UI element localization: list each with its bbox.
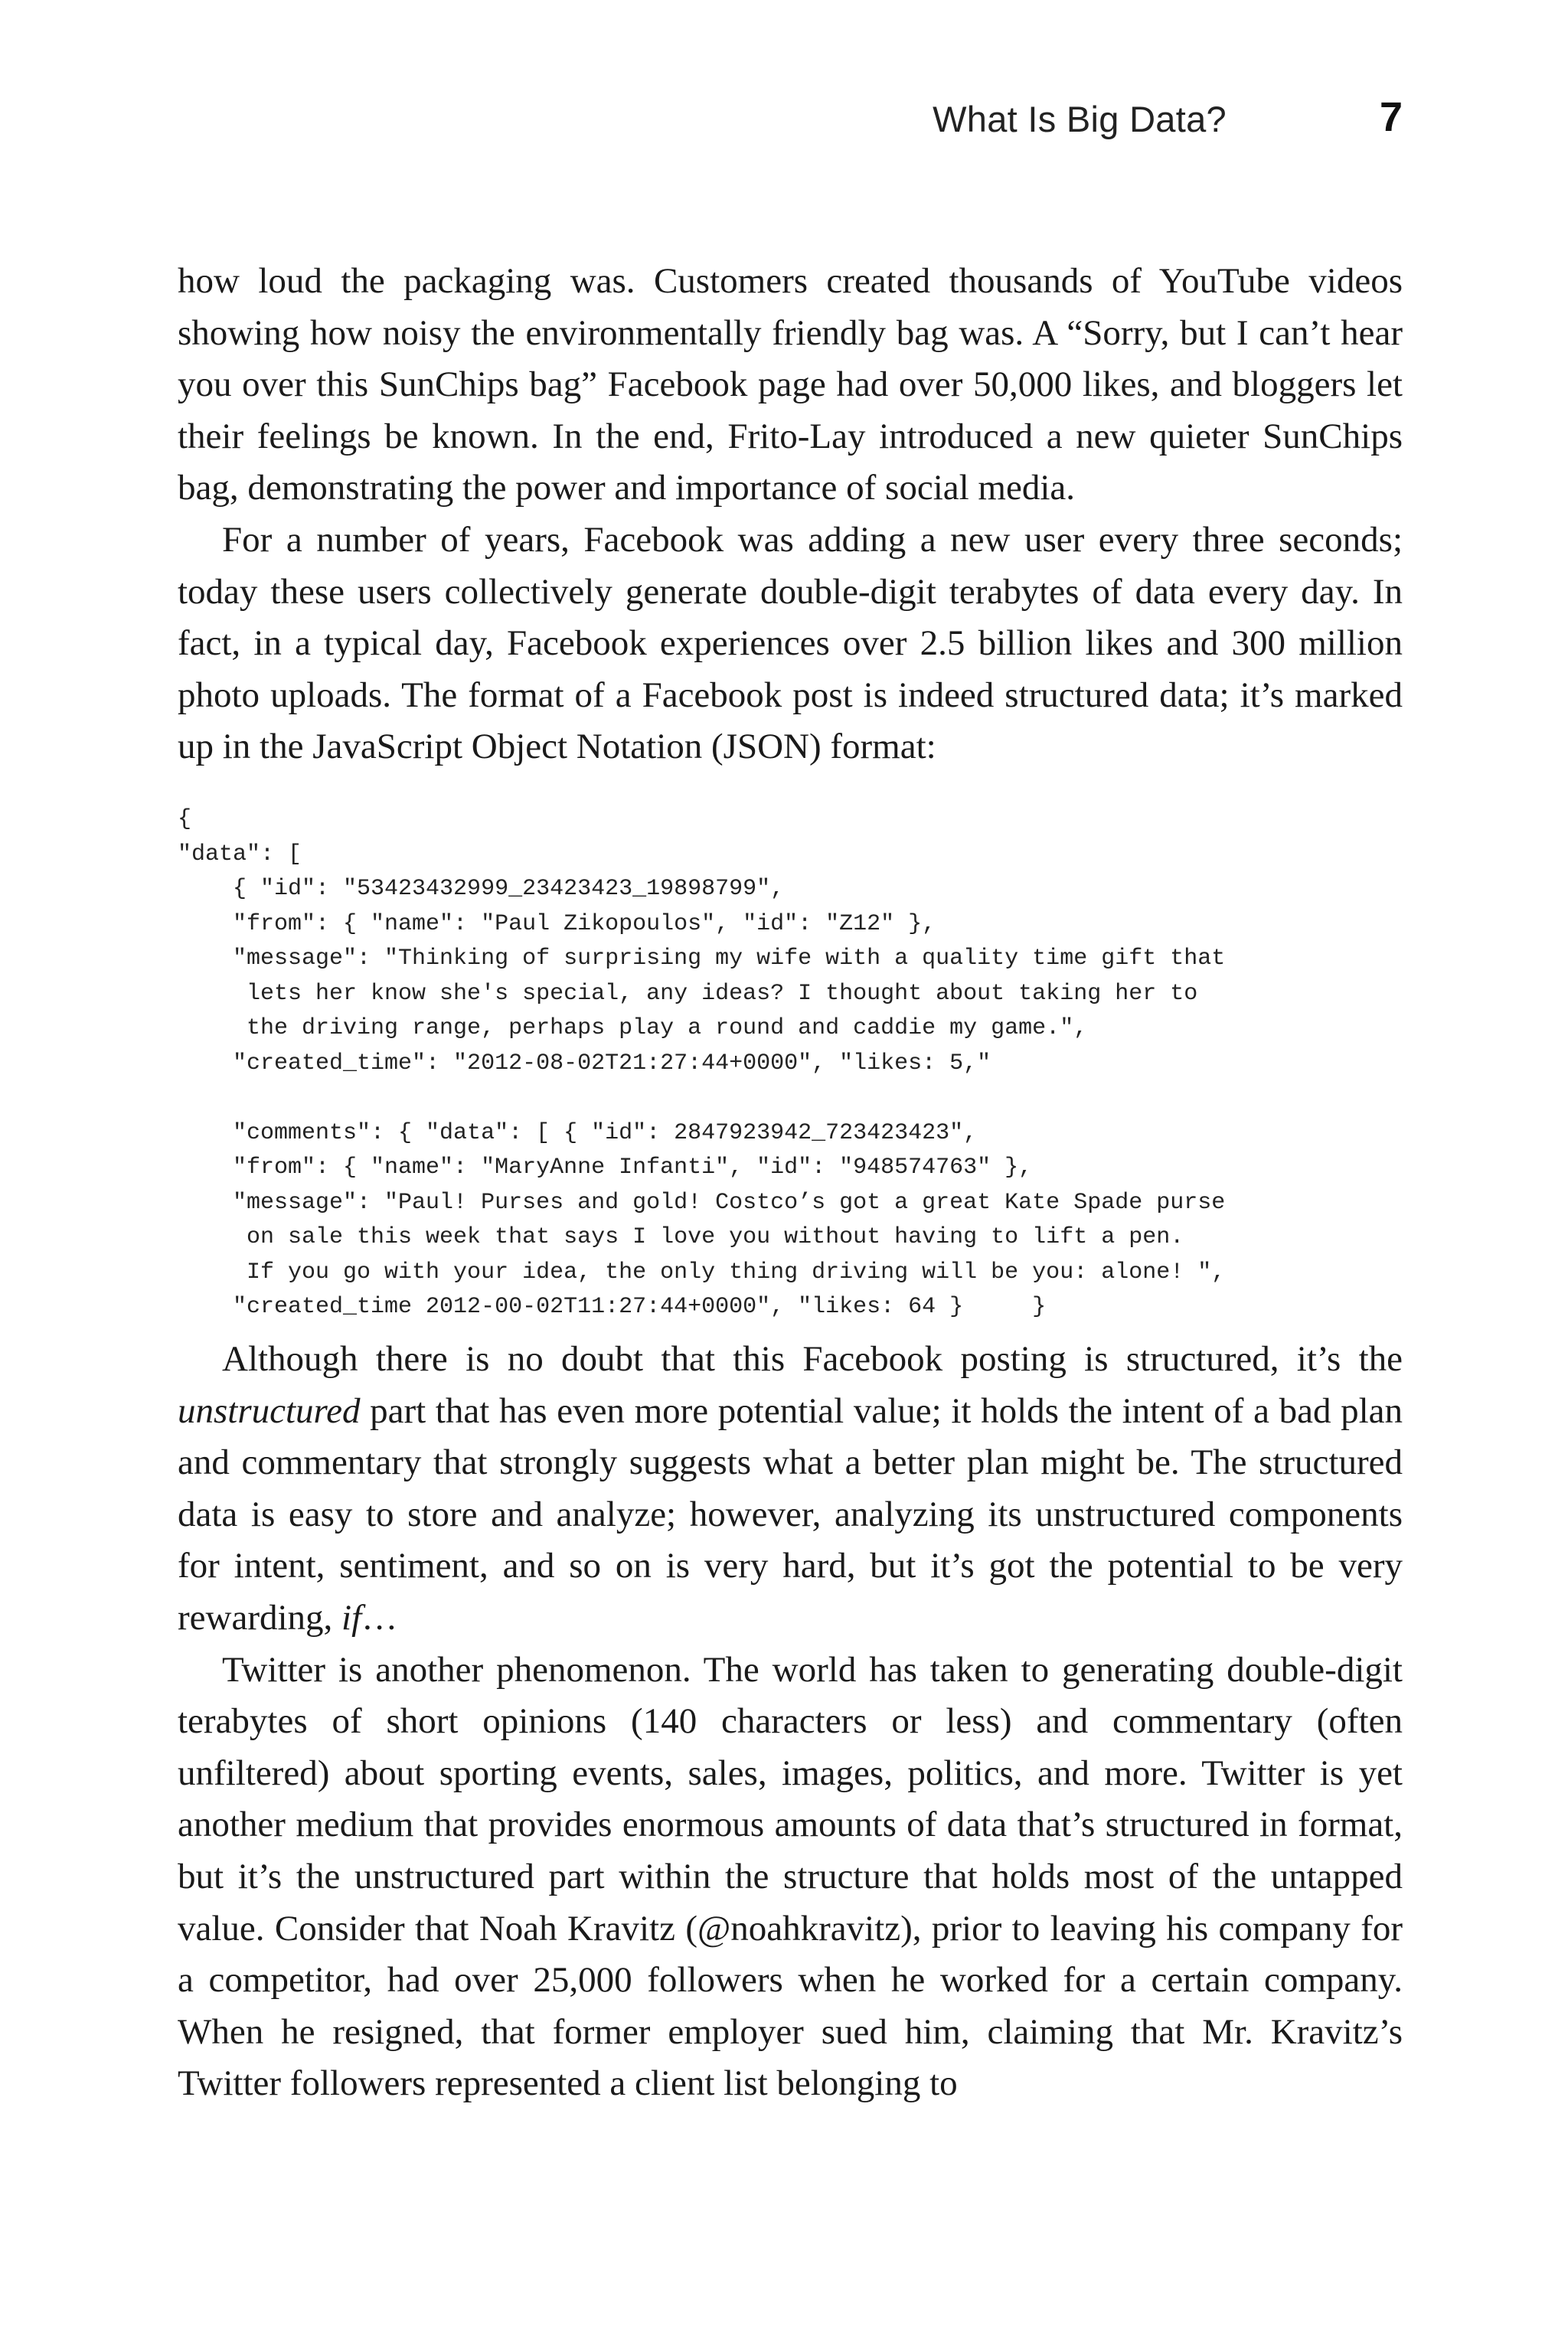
running-header — [178, 90, 1403, 152]
code-line: "created_time": "2012-08-02T21:27:44+0000", "likes: 5," — [178, 1050, 991, 1076]
paragraph-text: Although there is no doubt that this Facebook posting is structured, it’s the — [222, 1339, 1403, 1379]
code-line: "comments": { "data": [ { "id": 2847923942_723423423", — [178, 1119, 978, 1146]
code-line: on sale this week that says I love you without having to lift a pen. — [178, 1224, 1184, 1250]
running-title: What Is Big Data? — [933, 99, 1227, 139]
code-line: "message": "Thinking of surprising my wife with a quality time gift that — [178, 946, 1226, 972]
json-code-listing — [178, 802, 1403, 1325]
paragraph-facebook-users: For a number of years, Facebook was adding a new user every three seconds; today these users collectively generate double-digit terabytes of data every day. In fact, in a typical day, Facebook experiences over 2.5 billion likes and 300 million photo uploads. The format of a Facebook post is indeed structured data; it’s marked up in the JavaScript Object Notation (JSON) format: — [178, 519, 1403, 767]
code-line: "created_time 2012-00-02T11:27:44+0000", "likes: 64 } } — [178, 1294, 1047, 1320]
paragraph-text: part that has even more potential value; it holds the intent of a bad plan and commentary that strongly suggests what a better plan might be. The structured data is easy to store and analyze; however, analyzing its unstructured components for intent, sentiment, and so on is very hard, but it’s got the potential to be very rewarding, — [178, 1390, 1403, 1638]
ellipsis: … — [361, 1597, 398, 1638]
code-line: { "id": "53423432999_23423423_19898799", — [178, 876, 785, 902]
emphasis-unstructured: unstructured — [178, 1390, 361, 1431]
code-line: "from": { "name": "MaryAnne Infanti", "id": "948574763" }, — [178, 1155, 1033, 1181]
paragraph-twitter: Twitter is another phenomenon. The world has taken to generating double-digit terabytes of short opinions (140 characters or less) and commentary (often unfiltered) about sporting events, sales, images, politics, and more. Twitter is yet another medium that provides enormous amounts of data that’s structured in format, but it’s the unstructured part within the structure that holds most of the untapped value. Consider that Noah Kravitz (@noahkravitz), prior to leaving his company for a competitor, had over 25,000 followers when he worked for a certain company. When he resigned, that former employer sued him, claiming that Mr. Kravitz’s Twitter followers represented a client list belonging to — [178, 1649, 1403, 2104]
code-line: If you go with your idea, the only thing driving will be you: alone! ", — [178, 1259, 1226, 1285]
paragraph-packaging: how loud the packaging was. Customers created thousands of YouTube videos showing how noisy the environmentally friendly bag was. A “Sorry, but I can’t hear you over this SunChips bag” Facebook page had over 50,000 likes, and bloggers let their feelings be known. In the end, Frito-Lay introduced a new quieter SunChips bag, demonstrating the power and importance of social media. — [178, 261, 1403, 508]
paragraph-unstructured-value — [178, 1334, 1403, 1645]
code-line: "from": { "name": "Paul Zikopoulos", "id": "Z12" }, — [178, 910, 936, 937]
emphasis-if: if — [341, 1597, 362, 1638]
code-line: the driving range, perhaps play a round and caddie my game.", — [178, 1015, 1088, 1041]
code-line: { — [178, 806, 192, 832]
code-line-blank — [178, 1081, 1403, 1116]
code-line: "message": "Paul! Purses and gold! Costco’s got a great Kate Spade purse — [178, 1189, 1226, 1216]
code-line: lets her know she's special, any ideas? I thought about taking her to — [178, 980, 1198, 1007]
body-text-top — [178, 256, 1403, 773]
body-text-bottom — [178, 1334, 1403, 2110]
page-number: 7 — [1379, 94, 1403, 140]
code-line: "data": [ — [178, 841, 302, 867]
